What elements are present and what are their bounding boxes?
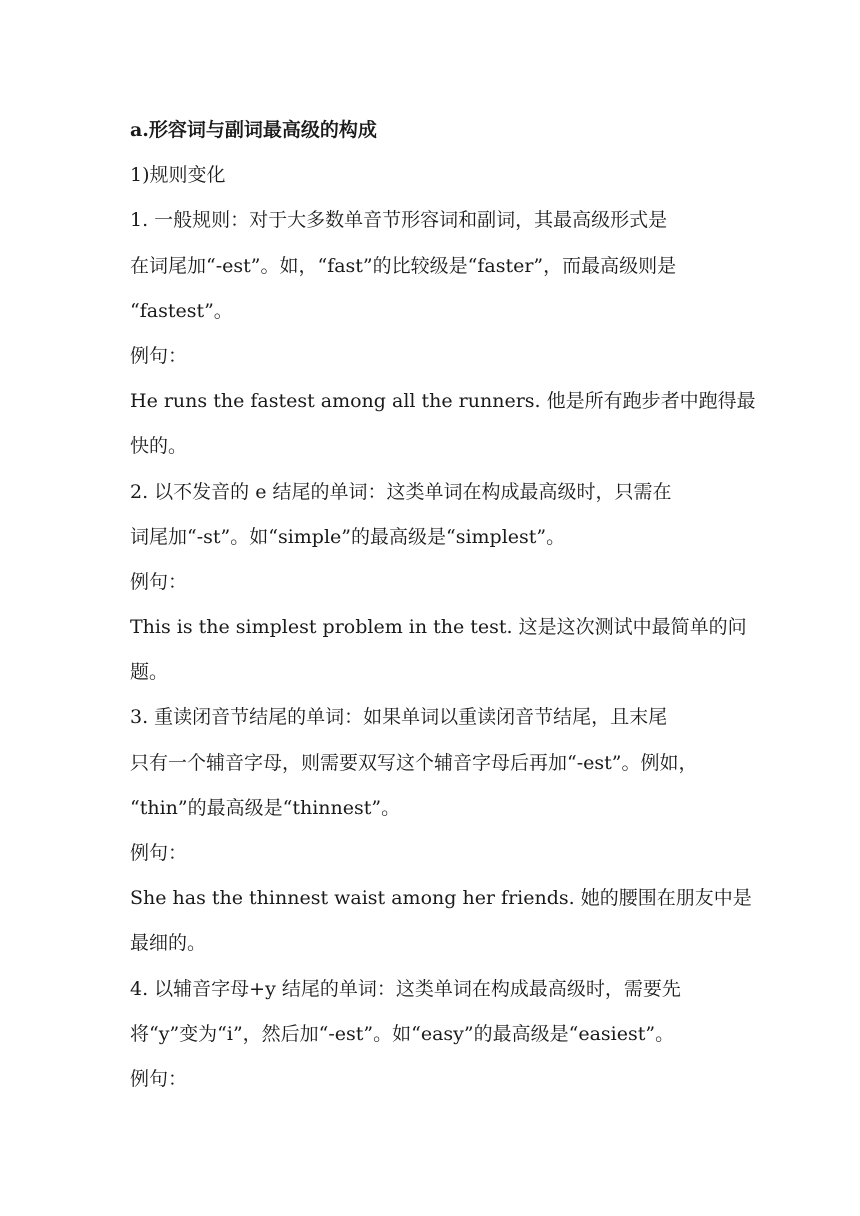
body-line: 2. 以不发音的 e 结尾的单词：这类单词在构成最高级时，只需在 (130, 480, 672, 503)
example-label: 例句： (130, 570, 188, 593)
body-line: “thin”的最高级是“thinnest”。 (130, 796, 401, 819)
example-sentence: He runs the fastest among all the runners. 他是所有跑步者中跑得最 (130, 390, 756, 413)
example-label: 例句： (130, 344, 188, 367)
example-label: 例句： (130, 842, 188, 864)
example-sentence: She has the thinnest waist among her friends. 她的腰围在朋友中是 (130, 887, 752, 910)
example-sentence: This is the simplest problem in the test. 这是这次测试中最简单的问 (130, 616, 747, 639)
body-line: 4. 以辅音字母+y 结尾的单词：这类单词在构成最高级时，需要先 (130, 977, 681, 1000)
body-line: 只有一个辅音字母，则需要双写这个辅音字母后再加“-est”。例如， (130, 751, 698, 774)
example-sentence: 最细的。 (130, 932, 207, 955)
example-sentence: 快的。 (130, 435, 188, 458)
body-line: 3. 重读闭音节结尾的单词：如果单词以重读闭音节结尾，且末尾 (130, 706, 668, 729)
body-line: 词尾加“-st”。如“simple”的最高级是“simplest”。 (130, 525, 566, 548)
example-label: 例句： (130, 1067, 188, 1090)
body-line: 1. 一般规则：对于大多数单音节形容词和副词，其最高级形式是 (130, 209, 668, 232)
example-sentence: 题。 (130, 661, 169, 684)
body-line: 在词尾加“-est”。如，“fast”的比较级是“faster”，而最高级则是 (130, 254, 677, 277)
subsection-heading: 1)规则变化 (130, 164, 226, 187)
document-page (130, 108, 756, 1102)
body-line: 将“y”变为“i”，然后加“-est”。如“easy”的最高级是“easiest”。 (130, 1022, 675, 1045)
section-heading: a.形容词与副词最高级的构成 (130, 119, 377, 141)
body-line: “fastest”。 (130, 299, 233, 322)
